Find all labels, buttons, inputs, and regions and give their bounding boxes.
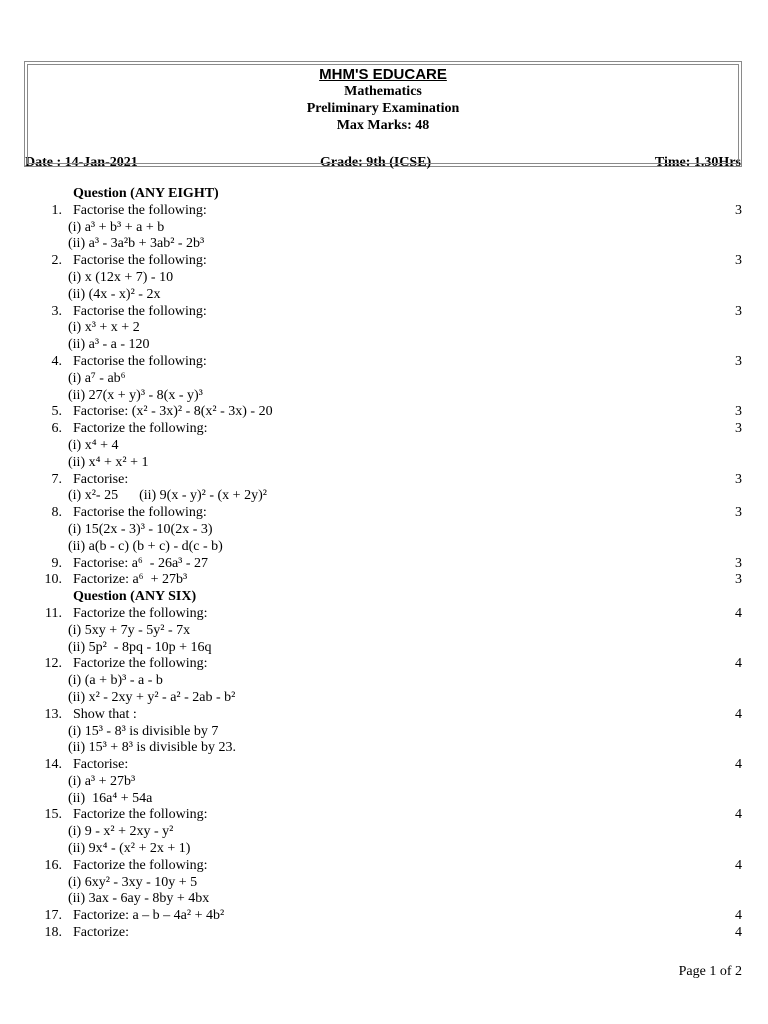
question-marks: 3 xyxy=(735,404,742,420)
question-row xyxy=(0,925,768,942)
sub-question-row xyxy=(0,320,768,337)
institute-name: MHM'S EDUCARE xyxy=(319,66,447,83)
question-text: Factorize the following: xyxy=(73,807,208,823)
question-row xyxy=(0,472,768,489)
question-number: 5. xyxy=(51,404,62,420)
question-row xyxy=(0,404,768,421)
sub-question-text: (ii) 27(x + y)³ - 8(x - y)³ xyxy=(68,387,203,403)
question-marks: 3 xyxy=(735,421,742,437)
sub-question-text: (i) (a + b)³ - a - b xyxy=(68,673,163,689)
sub-question-text: (ii) 5p² - 8pq - 10p + 16q xyxy=(68,639,212,655)
sub-question-text: (i) 15(2x - 3)³ - 10(2x - 3) xyxy=(68,521,213,537)
question-marks: 3 xyxy=(735,555,742,571)
sub-question-text: (i) x⁴ + 4 xyxy=(68,437,119,453)
sub-question-row xyxy=(0,337,768,354)
question-text: Factorise: xyxy=(73,757,129,773)
question-marks: 3 xyxy=(735,471,742,487)
sub-question-row xyxy=(0,438,768,455)
section-heading xyxy=(0,589,768,606)
sub-question-row xyxy=(0,891,768,908)
sub-question-text: (i) a³ + b³ + a + b xyxy=(68,219,165,235)
sub-question-text: (i) 9 - x² + 2xy - y² xyxy=(68,824,174,840)
question-row xyxy=(0,757,768,774)
question-marks: 3 xyxy=(735,505,742,521)
question-row xyxy=(0,203,768,220)
question-row xyxy=(0,421,768,438)
sub-question-row xyxy=(0,236,768,253)
question-number: 14. xyxy=(44,757,62,773)
question-text: Factorise: xyxy=(73,471,129,487)
exam-grade: Grade: 9th (ICSE) xyxy=(320,155,432,170)
question-number: 13. xyxy=(44,706,62,722)
sub-question-text: (ii) x² - 2xy + y² - a² - 2ab - b² xyxy=(68,689,236,705)
sub-question-text: (ii) x⁴ + x² + 1 xyxy=(68,454,149,470)
sub-question-text: (ii) (4x - x)² - 2x xyxy=(68,286,161,302)
question-number: 2. xyxy=(51,253,62,269)
question-marks: 3 xyxy=(735,353,742,369)
exam-title: Preliminary Examination xyxy=(306,101,460,116)
question-number: 7. xyxy=(51,471,62,487)
question-marks: 4 xyxy=(735,857,742,873)
question-text: Factorise the following: xyxy=(73,505,207,521)
question-marks: 4 xyxy=(735,807,742,823)
question-text: Factorise the following: xyxy=(73,353,207,369)
sub-question-text: (i) x³ + x + 2 xyxy=(68,320,140,336)
sub-question-row xyxy=(0,488,768,505)
sub-question-row xyxy=(0,522,768,539)
question-text: Factorise the following: xyxy=(73,303,207,319)
question-text: Show that : xyxy=(73,706,137,722)
sub-question-row xyxy=(0,455,768,472)
question-text: Factorize: a – b – 4a² + 4b² xyxy=(73,908,225,924)
sub-question-text: (i) a⁷ - ab⁶ xyxy=(68,370,126,386)
sub-question-row xyxy=(0,623,768,640)
question-marks: 4 xyxy=(735,757,742,773)
question-row xyxy=(0,354,768,371)
sub-question-row xyxy=(0,824,768,841)
section-heading xyxy=(0,186,768,203)
question-row xyxy=(0,572,768,589)
question-number: 4. xyxy=(51,353,62,369)
question-text: Factorize the following: xyxy=(73,656,208,672)
section-heading-text: Question (ANY EIGHT) xyxy=(73,186,219,201)
question-number: 16. xyxy=(44,857,62,873)
question-marks: 3 xyxy=(735,253,742,269)
question-row xyxy=(0,606,768,623)
sub-question-row xyxy=(0,774,768,791)
question-list xyxy=(0,186,768,942)
sub-question-row xyxy=(0,220,768,237)
sub-question-row xyxy=(0,690,768,707)
question-row xyxy=(0,253,768,270)
sub-question-text: (i) x²- 25 (ii) 9(x - y)² - (x + 2y)² xyxy=(68,488,267,504)
question-row xyxy=(0,505,768,522)
sub-question-row xyxy=(0,740,768,757)
exam-date: Date : 14-Jan-2021 xyxy=(25,155,138,170)
question-marks: 4 xyxy=(735,908,742,924)
question-marks: 4 xyxy=(735,706,742,722)
question-number: 6. xyxy=(51,421,62,437)
question-row xyxy=(0,304,768,321)
question-row xyxy=(0,807,768,824)
question-row xyxy=(0,656,768,673)
question-text: Factorize: xyxy=(73,925,129,941)
sub-question-text: (ii) 15³ + 8³ is divisible by 23. xyxy=(68,740,236,756)
question-text: Factorize the following: xyxy=(73,421,208,437)
sub-question-row xyxy=(0,287,768,304)
question-number: 12. xyxy=(44,656,62,672)
question-text: Factorise: a⁶ - 26a³ - 27 xyxy=(73,555,209,571)
sub-question-text: (i) x (12x + 7) - 10 xyxy=(68,269,174,285)
question-number: 8. xyxy=(51,505,62,521)
sub-question-text: (ii) a(b - c) (b + c) - d(c - b) xyxy=(68,538,223,554)
question-marks: 4 xyxy=(735,605,742,621)
sub-question-text: (ii) 9x⁴ - (x² + 2x + 1) xyxy=(68,841,191,857)
sub-question-text: (i) 5xy + 7y - 5y² - 7x xyxy=(68,622,191,638)
question-number: 18. xyxy=(44,925,62,941)
sub-question-text: (ii) a³ - 3a²b + 3ab² - 2b³ xyxy=(68,236,205,252)
max-marks: Max Marks: 48 xyxy=(336,118,430,133)
exam-time: Time: 1.30Hrs xyxy=(654,155,741,170)
question-marks: 4 xyxy=(735,925,742,941)
question-text: Factorise: (x² - 3x)² - 8(x² - 3x) - 20 xyxy=(73,404,273,420)
sub-question-text: (ii) 16a⁴ + 54a xyxy=(68,790,153,806)
question-marks: 3 xyxy=(735,202,742,218)
question-number: 10. xyxy=(44,572,62,588)
sub-question-text: (i) 6xy² - 3xy - 10y + 5 xyxy=(68,874,198,890)
sub-question-row xyxy=(0,791,768,808)
sub-question-row xyxy=(0,724,768,741)
sub-question-text: (i) 15³ - 8³ is divisible by 7 xyxy=(68,723,219,739)
question-marks: 4 xyxy=(735,656,742,672)
question-row xyxy=(0,556,768,573)
sub-question-text: (i) a³ + 27b³ xyxy=(68,773,136,789)
question-marks: 3 xyxy=(735,303,742,319)
question-number: 9. xyxy=(51,555,62,571)
sub-question-row xyxy=(0,841,768,858)
question-row xyxy=(0,858,768,875)
sub-question-row xyxy=(0,875,768,892)
sub-question-row xyxy=(0,539,768,556)
question-text: Factorize: a⁶ + 27b³ xyxy=(73,572,188,588)
question-number: 11. xyxy=(45,605,62,621)
question-number: 3. xyxy=(51,303,62,319)
sub-question-row xyxy=(0,371,768,388)
sub-question-text: (ii) a³ - a - 120 xyxy=(68,337,150,353)
question-number: 15. xyxy=(44,807,62,823)
question-number: 17. xyxy=(44,908,62,924)
question-marks: 3 xyxy=(735,572,742,588)
sub-question-row xyxy=(0,640,768,657)
sub-question-text: (ii) 3ax - 6ay - 8by + 4bx xyxy=(68,891,210,907)
subject-title: Mathematics xyxy=(344,84,422,99)
section-heading-text: Question (ANY SIX) xyxy=(73,589,197,605)
sub-question-row xyxy=(0,673,768,690)
question-text: Factorise the following: xyxy=(73,253,207,269)
sub-question-row xyxy=(0,388,768,405)
question-text: Factorise the following: xyxy=(73,202,207,218)
page-number: Page 1 of 2 xyxy=(678,964,742,979)
question-text: Factorize the following: xyxy=(73,605,208,621)
question-text: Factorize the following: xyxy=(73,857,208,873)
sub-question-row xyxy=(0,270,768,287)
exam-header-box xyxy=(24,61,742,170)
question-number: 1. xyxy=(51,202,62,218)
question-row xyxy=(0,908,768,925)
question-row xyxy=(0,707,768,724)
